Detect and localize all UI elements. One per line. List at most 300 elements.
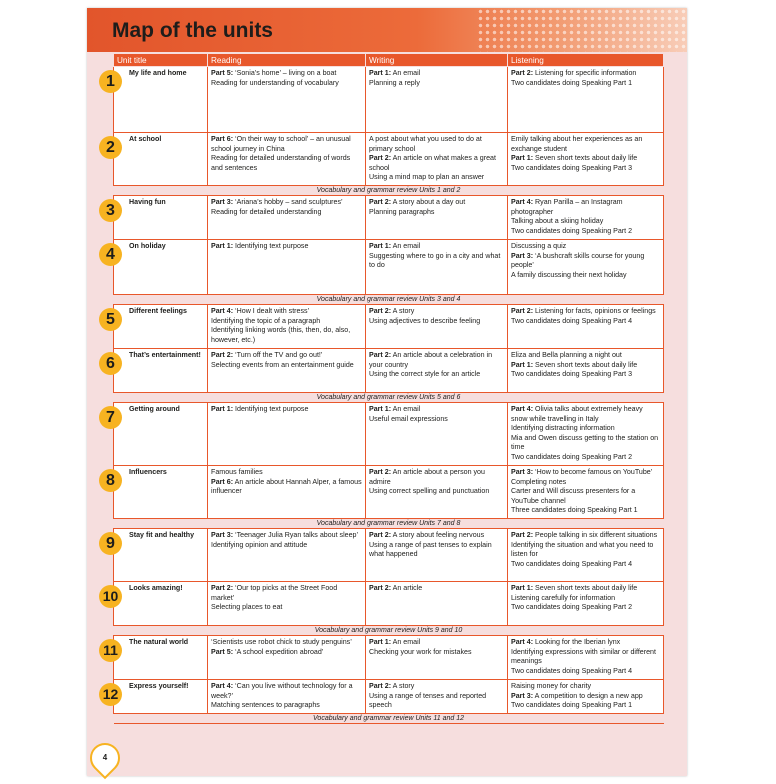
listening-line bbox=[511, 541, 660, 560]
line-text: An email bbox=[391, 638, 421, 646]
writing-line bbox=[369, 135, 504, 154]
part-label: Part 6: bbox=[211, 135, 234, 143]
unit-number-badge: 6 bbox=[99, 352, 122, 375]
unit-number-badge: 8 bbox=[99, 469, 122, 492]
writing-line bbox=[369, 252, 504, 271]
listening-line bbox=[511, 405, 660, 424]
writing-cell bbox=[366, 403, 508, 466]
line-text: A story bbox=[391, 682, 415, 690]
unit-title-cell bbox=[102, 680, 208, 714]
writing-line bbox=[369, 405, 504, 415]
unit-title-cell bbox=[106, 466, 208, 519]
reading-line bbox=[211, 603, 362, 613]
reading-line bbox=[211, 317, 362, 327]
unit-number-badge: 7 bbox=[99, 406, 122, 429]
unit-row bbox=[114, 529, 664, 582]
page-header-banner bbox=[87, 8, 687, 52]
reading-line bbox=[211, 531, 362, 541]
review-label: Vocabulary and grammar review Units 11 and 12 bbox=[114, 714, 664, 724]
part-label: Part 2: bbox=[369, 468, 392, 476]
line-text: Completing notes bbox=[511, 477, 567, 486]
listening-cell bbox=[508, 466, 664, 519]
unit-row bbox=[114, 582, 664, 626]
writing-line bbox=[369, 648, 504, 658]
listening-line bbox=[511, 271, 660, 281]
listening-cell bbox=[508, 403, 664, 466]
line-text: Reading for detailed understanding bbox=[211, 207, 322, 216]
writing-cell bbox=[366, 196, 508, 240]
unit-title: Having fun bbox=[129, 198, 166, 206]
listening-line bbox=[511, 603, 660, 613]
reading-line bbox=[211, 638, 362, 648]
line-text: An email bbox=[391, 405, 421, 413]
reading-line bbox=[211, 351, 362, 361]
line-text: Famous families bbox=[211, 468, 263, 476]
part-label: Part 3: bbox=[511, 251, 534, 260]
line-text: ‘How I dealt with stress’ bbox=[233, 307, 310, 315]
review-row bbox=[114, 186, 664, 196]
line-text: Checking your work for mistakes bbox=[369, 647, 472, 656]
writing-line bbox=[369, 370, 504, 380]
unit-title-cell bbox=[106, 67, 208, 133]
writing-line bbox=[369, 69, 504, 79]
unit-title-cell bbox=[106, 240, 208, 295]
line-text: Two candidates doing Speaking Part 3 bbox=[511, 163, 633, 172]
line-text: Matching sentences to paragraphs bbox=[211, 701, 320, 710]
line-text: Selecting places to eat bbox=[211, 603, 283, 612]
writing-line bbox=[369, 173, 504, 183]
listening-line bbox=[511, 701, 660, 711]
line-text: Eliza and Bella planning a night out bbox=[511, 351, 622, 359]
unit-title: My life and home bbox=[129, 69, 187, 77]
part-label: Part 4: bbox=[211, 307, 234, 315]
review-label: Vocabulary and grammar review Units 5 and 6 bbox=[114, 393, 664, 403]
writing-line bbox=[369, 208, 504, 218]
listening-line bbox=[511, 648, 660, 667]
line-text: Two candidates doing Speaking Part 2 bbox=[511, 226, 633, 235]
listening-line bbox=[511, 252, 660, 271]
part-label: Part 4: bbox=[511, 198, 534, 206]
listening-line bbox=[511, 594, 660, 604]
part-label: Part 6: bbox=[211, 477, 234, 486]
writing-line bbox=[369, 198, 504, 208]
part-label: Part 2: bbox=[511, 307, 534, 315]
column-header-reading: Reading bbox=[208, 54, 366, 67]
line-text: An article bbox=[391, 584, 423, 592]
line-text: Ryan Parilla – an Instagram photographer bbox=[511, 198, 623, 216]
listening-line bbox=[511, 242, 660, 252]
unit-number-badge: 11 bbox=[99, 639, 122, 662]
unit-title: Stay fit and healthy bbox=[129, 531, 195, 539]
listening-line bbox=[511, 198, 660, 217]
writing-line bbox=[369, 541, 504, 560]
line-text: Identifying distracting information bbox=[511, 424, 615, 433]
line-text: Identifying linking words (this, then, do, also, however, etc.) bbox=[211, 326, 351, 344]
page-number-marker bbox=[84, 737, 126, 779]
writing-cell bbox=[366, 349, 508, 393]
writing-line bbox=[369, 638, 504, 648]
units-map-table bbox=[102, 53, 664, 724]
line-text: Useful email expressions bbox=[369, 414, 448, 423]
line-text: Seven short texts about daily life bbox=[533, 154, 638, 163]
line-text: ‘Sonia’s home’ – living on a boat bbox=[233, 69, 337, 77]
writing-line bbox=[369, 351, 504, 370]
unit-title: Getting around bbox=[129, 405, 180, 413]
unit-number-badge: 10 bbox=[99, 585, 122, 608]
line-text: An email bbox=[391, 69, 421, 77]
page-number: 4 bbox=[102, 753, 108, 762]
column-header-listening: Listening bbox=[508, 54, 664, 67]
reading-cell bbox=[208, 582, 366, 626]
unit-title-cell bbox=[106, 349, 208, 393]
unit-number-badge: 12 bbox=[99, 683, 122, 706]
line-text: Identifying the topic of a paragraph bbox=[211, 316, 321, 325]
reading-line bbox=[211, 326, 362, 345]
review-label: Vocabulary and grammar review Units 9 and 10 bbox=[114, 626, 664, 636]
part-label: Part 2: bbox=[511, 531, 534, 539]
reading-cell bbox=[208, 349, 366, 393]
line-text: Suggesting where to go in a city and what to do bbox=[369, 251, 501, 270]
listening-line bbox=[511, 453, 660, 463]
line-text: Two candidates doing Speaking Part 4 bbox=[511, 666, 633, 675]
part-label: Part 2: bbox=[369, 154, 392, 163]
listening-line bbox=[511, 560, 660, 570]
writing-line bbox=[369, 692, 504, 711]
listening-line bbox=[511, 361, 660, 371]
listening-line bbox=[511, 79, 660, 89]
column-header-unit-title: Unit title bbox=[114, 54, 208, 67]
writing-line bbox=[369, 487, 504, 497]
line-text: Identifying the situation and what you need to listen for bbox=[511, 540, 654, 559]
header-dot-pattern bbox=[477, 8, 687, 52]
line-text: Two candidates doing Speaking Part 3 bbox=[511, 370, 633, 379]
reading-line bbox=[211, 701, 362, 711]
part-label: Part 1: bbox=[211, 405, 234, 413]
line-text: ‘A school expedition abroad’ bbox=[233, 647, 324, 656]
reading-cell bbox=[208, 466, 366, 519]
part-label: Part 2: bbox=[369, 307, 392, 315]
unit-title: On holiday bbox=[129, 242, 166, 250]
listening-line bbox=[511, 584, 660, 594]
unit-title: Looks amazing! bbox=[129, 584, 183, 592]
line-text: Two candidates doing Speaking Part 1 bbox=[511, 78, 633, 87]
listening-line bbox=[511, 317, 660, 327]
unit-row bbox=[114, 240, 664, 295]
reading-line bbox=[211, 682, 362, 701]
review-label: Vocabulary and grammar review Units 3 and 4 bbox=[114, 295, 664, 305]
line-text: Two candidates doing Speaking Part 1 bbox=[511, 701, 633, 710]
listening-line bbox=[511, 370, 660, 380]
unit-row bbox=[114, 67, 664, 133]
unit-row bbox=[114, 680, 664, 714]
reading-cell bbox=[208, 196, 366, 240]
writing-cell bbox=[366, 305, 508, 349]
review-row bbox=[114, 626, 664, 636]
line-text: ‘Ariana’s hobby – sand sculptures’ bbox=[233, 198, 343, 206]
line-text: ‘Turn off the TV and go out!’ bbox=[233, 351, 323, 359]
part-label: Part 5: bbox=[211, 69, 234, 77]
reading-cell bbox=[208, 67, 366, 133]
line-text: An article about a person you admire bbox=[369, 468, 485, 486]
review-row bbox=[114, 295, 664, 305]
unit-row bbox=[114, 133, 664, 186]
unit-row bbox=[114, 403, 664, 466]
line-text: ‘Teenager Julia Ryan talks about sleep’ bbox=[233, 531, 359, 539]
writing-cell bbox=[366, 680, 508, 714]
writing-line bbox=[369, 682, 504, 692]
unit-number-badge: 9 bbox=[99, 532, 122, 555]
part-label: Part 1: bbox=[369, 638, 392, 646]
listening-line bbox=[511, 307, 660, 317]
line-text: Using adjectives to describe feeling bbox=[369, 316, 481, 325]
reading-line bbox=[211, 154, 362, 173]
unit-title-cell bbox=[103, 636, 208, 680]
unit-title-cell bbox=[106, 196, 208, 240]
reading-line bbox=[211, 405, 362, 415]
reading-line bbox=[211, 648, 362, 658]
listening-cell bbox=[508, 636, 664, 680]
part-label: Part 1: bbox=[369, 405, 392, 413]
unit-row bbox=[114, 466, 664, 519]
line-text: Identifying text purpose bbox=[233, 405, 309, 413]
listening-cell bbox=[508, 240, 664, 295]
listening-line bbox=[511, 478, 660, 488]
line-text: Identifying text purpose bbox=[233, 242, 309, 250]
table-header-row bbox=[114, 54, 664, 67]
unit-title: The natural world bbox=[129, 638, 189, 646]
listening-cell bbox=[508, 305, 664, 349]
unit-number-badge: 2 bbox=[99, 136, 122, 159]
reading-line bbox=[211, 79, 362, 89]
line-text: Looking for the Iberian lynx bbox=[533, 638, 621, 646]
unit-title-cell bbox=[106, 529, 208, 582]
listening-line bbox=[511, 69, 660, 79]
writing-cell bbox=[366, 466, 508, 519]
part-label: Part 4: bbox=[211, 682, 234, 690]
line-text: ‘How to become famous on YouTube’ bbox=[533, 468, 653, 476]
writing-line bbox=[369, 154, 504, 173]
unit-row bbox=[114, 196, 664, 240]
part-label: Part 4: bbox=[511, 638, 534, 646]
part-label: Part 4: bbox=[511, 405, 534, 413]
listening-line bbox=[511, 468, 660, 478]
line-text: Two candidates doing Speaking Part 4 bbox=[511, 316, 633, 325]
part-label: Part 2: bbox=[369, 351, 392, 359]
review-label: Vocabulary and grammar review Units 1 and 2 bbox=[114, 186, 664, 196]
unit-row bbox=[114, 349, 664, 393]
page-title: Map of the units bbox=[112, 19, 273, 42]
line-text: Seven short texts about daily life bbox=[533, 360, 638, 369]
unit-title: At school bbox=[129, 135, 162, 143]
listening-cell bbox=[508, 582, 664, 626]
unit-title: Express yourself! bbox=[129, 682, 189, 690]
part-label: Part 2: bbox=[369, 198, 392, 206]
listening-line bbox=[511, 351, 660, 361]
part-label: Part 2: bbox=[511, 69, 534, 77]
part-label: Part 1: bbox=[211, 242, 234, 250]
writing-line bbox=[369, 79, 504, 89]
line-text: Talking about a skiing holiday bbox=[511, 217, 604, 226]
unit-number-badge: 1 bbox=[99, 70, 122, 93]
listening-cell bbox=[508, 196, 664, 240]
listening-line bbox=[511, 217, 660, 227]
reading-line bbox=[211, 198, 362, 208]
unit-title-cell bbox=[106, 305, 208, 349]
writing-cell bbox=[366, 240, 508, 295]
part-label: Part 1: bbox=[511, 360, 534, 369]
part-label: Part 3: bbox=[511, 468, 534, 476]
review-row bbox=[114, 519, 664, 529]
part-label: Part 1: bbox=[511, 154, 534, 163]
part-label: Part 2: bbox=[369, 584, 392, 592]
listening-cell bbox=[508, 680, 664, 714]
line-text: A post about what you used to do at primary school bbox=[369, 135, 482, 153]
reading-line bbox=[211, 541, 362, 551]
reading-cell bbox=[208, 305, 366, 349]
line-text: Two candidates doing Speaking Part 2 bbox=[511, 603, 633, 612]
part-label: Part 3: bbox=[211, 531, 234, 539]
line-text: An article about Hannah Alper, a famous influencer bbox=[211, 477, 362, 496]
listening-line bbox=[511, 424, 660, 434]
listening-cell bbox=[508, 133, 664, 186]
line-text: ‘A bushcraft skills course for young people’ bbox=[511, 251, 645, 270]
line-text: Reading for detailed understanding of words and sentences bbox=[211, 154, 351, 172]
line-text: Three candidates doing Speaking Part 1 bbox=[511, 506, 638, 515]
line-text: A story about a day out bbox=[391, 198, 466, 206]
writing-line bbox=[369, 307, 504, 317]
line-text: Discussing a quiz bbox=[511, 242, 567, 250]
line-text: Selecting events from an entertainment guide bbox=[211, 360, 354, 369]
column-header-writing: Writing bbox=[366, 54, 508, 67]
listening-line bbox=[511, 531, 660, 541]
line-text: People talking in six different situations bbox=[533, 531, 658, 539]
line-text: Identifying expressions with similar or different meanings bbox=[511, 647, 656, 666]
writing-line bbox=[369, 584, 504, 594]
unit-number-badge: 5 bbox=[99, 308, 122, 331]
line-text: Carter and Will discuss presenters for a YouTube channel bbox=[511, 487, 636, 505]
line-text: Using correct spelling and punctuation bbox=[369, 487, 490, 496]
line-text: Using a mind map to plan an answer bbox=[369, 173, 485, 182]
part-label: Part 2: bbox=[211, 584, 234, 592]
reading-cell bbox=[208, 636, 366, 680]
line-text: Identifying opinion and attitude bbox=[211, 540, 308, 549]
reading-line bbox=[211, 242, 362, 252]
listening-line bbox=[511, 667, 660, 677]
writing-cell bbox=[366, 529, 508, 582]
line-text: Two candidates doing Speaking Part 2 bbox=[511, 452, 633, 461]
part-label: Part 3: bbox=[211, 198, 234, 206]
listening-line bbox=[511, 638, 660, 648]
part-label: Part 3: bbox=[511, 691, 534, 700]
listening-line bbox=[511, 682, 660, 692]
reading-line bbox=[211, 69, 362, 79]
listening-line bbox=[511, 434, 660, 453]
reading-line bbox=[211, 307, 362, 317]
listening-line bbox=[511, 135, 660, 154]
writing-line bbox=[369, 531, 504, 541]
listening-cell bbox=[508, 349, 664, 393]
line-text: An article about a celebration in your country bbox=[369, 351, 493, 369]
unit-title: That’s entertainment! bbox=[129, 351, 201, 359]
part-label: Part 2: bbox=[211, 351, 234, 359]
line-text: Listening carefully for information bbox=[511, 593, 616, 602]
line-text: A story about feeling nervous bbox=[391, 531, 485, 539]
reading-line bbox=[211, 584, 362, 603]
listening-line bbox=[511, 487, 660, 506]
unit-title-cell bbox=[102, 582, 208, 626]
unit-title-cell bbox=[106, 133, 208, 186]
line-text: Olivia talks about extremely heavy snow while travelling in Italy bbox=[511, 405, 643, 423]
writing-cell bbox=[366, 636, 508, 680]
line-text: ‘Can you live without technology for a week?’ bbox=[211, 682, 353, 700]
line-text: Listening for specific information bbox=[533, 69, 637, 77]
review-label: Vocabulary and grammar review Units 7 and 8 bbox=[114, 519, 664, 529]
reading-line bbox=[211, 478, 362, 497]
unit-title: Influencers bbox=[129, 468, 167, 476]
review-row bbox=[114, 714, 664, 724]
unit-row bbox=[114, 636, 664, 680]
line-text: Planning a reply bbox=[369, 78, 420, 87]
reading-line bbox=[211, 361, 362, 371]
listening-line bbox=[511, 164, 660, 174]
line-text: Two candidates doing Speaking Part 4 bbox=[511, 559, 633, 568]
line-text: A family discussing their next holiday bbox=[511, 270, 627, 279]
line-text: ‘Scientists use robot chick to study penguins’ bbox=[211, 638, 352, 646]
line-text: Emily talking about her experiences as an exchange student bbox=[511, 135, 643, 153]
unit-number-badge: 3 bbox=[99, 199, 122, 222]
listening-line bbox=[511, 227, 660, 237]
writing-cell bbox=[366, 67, 508, 133]
line-text: Using a range of tenses and reported speech bbox=[369, 691, 487, 710]
reading-cell bbox=[208, 529, 366, 582]
line-text: Raising money for charity bbox=[511, 682, 592, 690]
line-text: Using a range of past tenses to explain what happened bbox=[369, 540, 492, 559]
book-page bbox=[87, 8, 687, 776]
part-label: Part 1: bbox=[369, 242, 392, 250]
line-text: ‘Our top picks at the Street Food market’ bbox=[211, 584, 338, 602]
part-label: Part 1: bbox=[511, 584, 534, 592]
reading-line bbox=[211, 468, 362, 478]
line-text: An article on what makes a great school bbox=[369, 154, 496, 172]
unit-title-cell bbox=[106, 403, 208, 466]
reading-line bbox=[211, 208, 362, 218]
line-text: Using the correct style for an article bbox=[369, 370, 481, 379]
part-label: Part 5: bbox=[211, 647, 234, 656]
line-text: Planning paragraphs bbox=[369, 207, 435, 216]
unit-row bbox=[114, 305, 664, 349]
listening-cell bbox=[508, 67, 664, 133]
writing-line bbox=[369, 468, 504, 487]
reading-cell bbox=[208, 403, 366, 466]
line-text: Mia and Owen discuss getting to the station on time bbox=[511, 433, 659, 452]
reading-cell bbox=[208, 680, 366, 714]
reading-cell bbox=[208, 133, 366, 186]
line-text: A story bbox=[391, 307, 415, 315]
part-label: Part 1: bbox=[369, 69, 392, 77]
reading-line bbox=[211, 135, 362, 154]
line-text: Listening for facts, opinions or feelings bbox=[533, 307, 656, 315]
writing-line bbox=[369, 317, 504, 327]
line-text: A competition to design a new app bbox=[533, 691, 643, 700]
writing-cell bbox=[366, 582, 508, 626]
part-label: Part 2: bbox=[369, 682, 392, 690]
line-text: Reading for understanding of vocabulary bbox=[211, 78, 339, 87]
line-text: An email bbox=[391, 242, 421, 250]
writing-line bbox=[369, 242, 504, 252]
listening-line bbox=[511, 154, 660, 164]
writing-cell bbox=[366, 133, 508, 186]
line-text: ‘On their way to school’ – an unusual school journey in China bbox=[211, 135, 351, 153]
